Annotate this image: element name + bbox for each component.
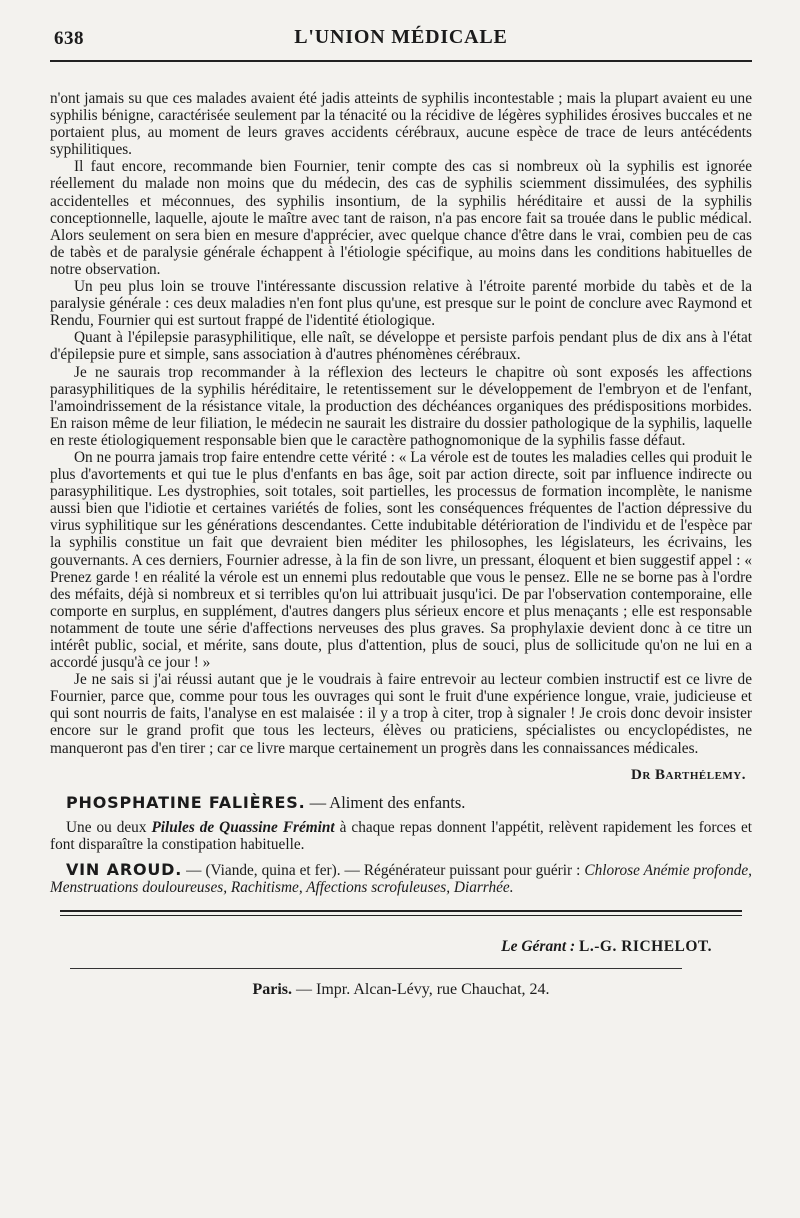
vin-aroud-text: — (Viande, quina et fer). — Régénérateur puissant pour guérir : (182, 861, 585, 879)
vin-aroud-ad (50, 861, 752, 896)
gerant-line (50, 938, 712, 956)
paragraph: Un peu plus loin se trouve l'intéressante discussion relative à l'étroite parenté morbide du tabès et de la paralysie générale : ces deux maladies n'en font plus qu'une, est presque sur le point de conclure avec Raymond et Rendu, Fournier qui est surtout frappé de l'identité étiologique. (50, 278, 752, 330)
header-rule (50, 60, 752, 62)
imprint-text: — Impr. Alcan-Lévy, rue Chauchat, 24. (291, 980, 550, 998)
paragraph: n'ont jamais su que ces malades avaient été jadis atteints de syphilis incontestable ; mais la plupart avaient eu une syphilis bénigne, caractérisée seulement par la ténacité ou la récidive de légères syphilides érosives buccales et ne portaient plus, au moment de leurs graves accidents cérébraux, aucune espèce de trace de leurs antécédents syphilitiques. (50, 90, 752, 159)
advertisements (50, 794, 752, 896)
paragraph: Je ne sais si j'ai réussi autant que je le voudrais à faire entrevoir au lecteur combien instructif est ce livre de Fournier, parce que, comme pour tous les ouvrages qui sont le fruit d'une expérience longue, vraie, judicieuse et qui sont nourris de faits, l'analyse en est malaisée : il y a trop à citer, trop à signaler ! Je crois donc devoir insister encore sur le grand profit que tous les lecteurs, élèves ou praticiens, spécialistes ou encyclopédistes, ne manqueront pas d'en tirer ; car ce livre marque certainement un progrès dans les connaissances médicales. (50, 671, 752, 757)
quassine-description: à chaque repas donnent l'appétit, relèvent rapidement les forces et font disparaître la constipation habituelle. (50, 818, 752, 853)
imprint-line (50, 981, 752, 999)
running-head (50, 18, 752, 52)
paragraph: On ne pourra jamais trop faire entendre cette vérité : « La vérole est de toutes les maladies celles qui produit le plus d'avortements et qui tue le plus d'enfants en bas âge, soit par action directe, soit par influence indirecte ou parasyphilitique. Les dystrophies, soit totales, soit partielles, les processus de formation incomplète, le nanisme aussi bien que l'idiotie et certaines variétés de folies, sont les conséquences fréquentes de l'action dépressive du virus syphilitique sur les générations descendantes. Cette indubitable détérioration de l'individu et de l'espèce par la syphilis constitue un fait que devraient bien méditer les philosophes, les législateurs, les écrivains, les gouvernants. A ces derniers, Fournier adresse, à la fin de son livre, un pressant, éloquent et bien suggestif appel : « Prenez garde ! en réalité la vérole est un ennemi plus redoutable que vous le pensez. Elle ne se borne pas à l'ordre des méfaits, déjà si nombreux et si terribles qu'on lui attribuait jusqu'ici. De par l'observation contemporaine, elle comporte en surplus, en supplément, d'autres dangers plus sérieux encore et plus menaçants ; elle est responsable notamment de toute une série d'affections nerveuses des plus graves. Sa prophylaxie devient donc à ce titre un intérêt public, social, et mérite, sans doute, plus d'attention, plus de souci, plus de sollicitude qu'on ne lui en a accordé jusqu'à ce jour ! » (50, 448, 752, 672)
page-number: 638 (54, 28, 84, 49)
paragraph: Il faut encore, recommande bien Fournier, tenir compte des cas si nombreux où la syphilis est ignorée réellement du malade non moins que du médecin, des cas de syphilis sciemment dissimulées, des syphilis accidentelles et méconnues, des syphilis insontium, de la syphilis héréditaire et aussi de la syphilis conceptionnelle, laquelle, ajoute le maître avec tant de raison, n'a pas encore fait sa trouée dans le public médical. Alors seulement on sera bien en mesure d'apprécier, avec quelque chance d'être dans le vrai, combien peu de cas de tabès et de paralysie générale échappent à l'étiologie spécifique, au moins dans les conditions habituelles de notre observation. (50, 158, 752, 278)
phosphatine-brand: PHOSPHATINE FALIÈRES. (66, 792, 306, 812)
imprint-city: Paris. (252, 980, 292, 998)
quassine-ad (50, 819, 752, 853)
phosphatine-tagline: — Aliment des enfants. (305, 792, 466, 812)
gerant-name: L.-G. RICHELOT. (579, 937, 712, 955)
double-rule (60, 910, 742, 916)
rule-thick (60, 910, 742, 912)
author-signature: Dr Barthélemy. (630, 766, 746, 783)
vin-aroud-brand: VIN AROUD. (66, 859, 183, 879)
quassine-intro: Une ou deux (66, 818, 152, 836)
journal-title: L'UNION MÉDICALE (294, 26, 508, 48)
vin-aroud-indications: Chlorose Anémie profonde, Menstruations douloureuses, Rachitisme, Affections scrofuleuses, Diarrhée. (50, 861, 752, 896)
gerant-label: Le Gérant : (501, 937, 580, 955)
paragraph: Je ne saurais trop recommander à la réflexion des lecteurs le chapitre où sont exposés les affections parasyphilitiques de la syphilis héréditaire, le retentissement sur le développement de l'embryon et de l'enfant, l'amoindrissement de la résistance vitale, la production des déchéances organiques des prédispositions morbides. En raison même de leur filiation, le médecin ne saurait les distraire du dossier pathologique de la syphilis, laquelle en reste étiologiquement responsable bien que le caractère pathognomonique de la syphilis fasse défaut. (50, 363, 752, 449)
footer-rule (70, 968, 682, 969)
paragraph: Quant à l'épilepsie parasyphilitique, elle naît, se développe et persiste parfois pendant plus de dix ans à l'état d'épilepsie pure et simple, sans association à d'autres phénomènes cérébraux. (50, 329, 752, 364)
rule-thin (60, 915, 742, 916)
phosphatine-ad (66, 794, 752, 811)
article-body (50, 90, 752, 757)
quassine-product: Pilules de Quassine Frémint (151, 818, 335, 836)
